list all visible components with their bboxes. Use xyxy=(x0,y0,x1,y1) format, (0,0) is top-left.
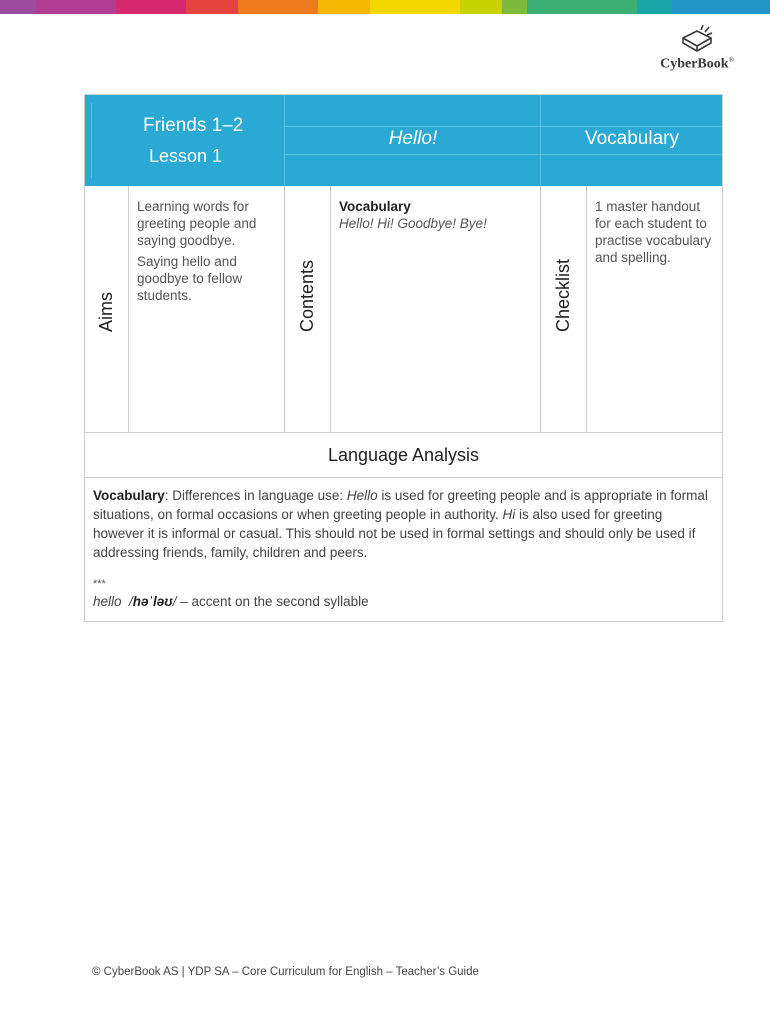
lesson-category-cell xyxy=(540,95,723,186)
language-analysis-paragraph: Vocabulary: Differences in language use: Hello is used for greeting people and is appropriate in formal situations, on formal occasions or when greeting people in authority. Hi is also used for greeting however it is informal or casual. This should not be used in formal settings and should only be used if addressing friends, family, children and peers. xyxy=(93,488,708,560)
lesson-title: Friends 1–2 xyxy=(143,115,244,136)
contents-label-cell xyxy=(285,186,331,432)
aims-label: Aims xyxy=(96,292,116,332)
lesson-header xyxy=(85,95,722,186)
page-footer: © CyberBook AS | YDP SA – Core Curriculum for English – Teacher’s Guide xyxy=(92,966,479,978)
color-bar-segment xyxy=(116,0,186,14)
color-bar-segment xyxy=(370,0,460,14)
color-bar-segment xyxy=(672,0,770,14)
color-bar-segment xyxy=(0,0,36,14)
checklist-label-cell xyxy=(541,186,587,432)
language-analysis-body xyxy=(85,478,722,621)
checklist-label: Checklist xyxy=(553,258,573,332)
lesson-topic-cell xyxy=(284,95,541,186)
color-bar-segment xyxy=(637,0,672,14)
separator-stars: *** xyxy=(93,578,106,590)
aim-item: Saying hello and goodbye to fellow students. xyxy=(137,254,243,303)
color-bar-segment xyxy=(502,0,527,14)
lesson-number: Lesson 1 xyxy=(149,146,223,166)
cyberbook-logo xyxy=(652,22,742,76)
language-analysis-title: Language Analysis xyxy=(85,433,722,478)
contents-label: Contents xyxy=(297,259,317,332)
lesson-title-cell xyxy=(85,95,284,186)
checklist-text: 1 master handout for each student to practise vocabulary and spelling. xyxy=(595,199,712,265)
lesson-details-row xyxy=(85,186,722,433)
color-bar-segment xyxy=(36,0,116,14)
contents-heading: Vocabulary xyxy=(339,199,411,214)
color-bar-segment xyxy=(318,0,370,14)
aims-content xyxy=(129,186,285,432)
lesson-category: Vocabulary xyxy=(584,128,679,149)
aims-label-cell xyxy=(85,186,129,432)
color-bar-segment xyxy=(238,0,318,14)
lesson-plan-table xyxy=(84,94,723,622)
logo-wordmark: CyberBook® xyxy=(660,56,734,72)
color-bar-segment xyxy=(460,0,502,14)
lesson-topic: Hello! xyxy=(388,128,438,149)
contents-words: Hello! Hi! Goodbye! Bye! xyxy=(339,216,487,231)
color-bar-segment xyxy=(186,0,238,14)
checklist-content xyxy=(587,186,722,432)
contents-content xyxy=(331,186,541,432)
pronunciation-note: hello /həˈləʊ/ – accent on the second syllable xyxy=(93,594,369,609)
color-bar-segment xyxy=(527,0,637,14)
top-color-bar xyxy=(0,0,770,14)
open-book-icon xyxy=(677,22,717,56)
aim-item: Learning words for greeting people and saying goodbye. xyxy=(137,199,257,248)
